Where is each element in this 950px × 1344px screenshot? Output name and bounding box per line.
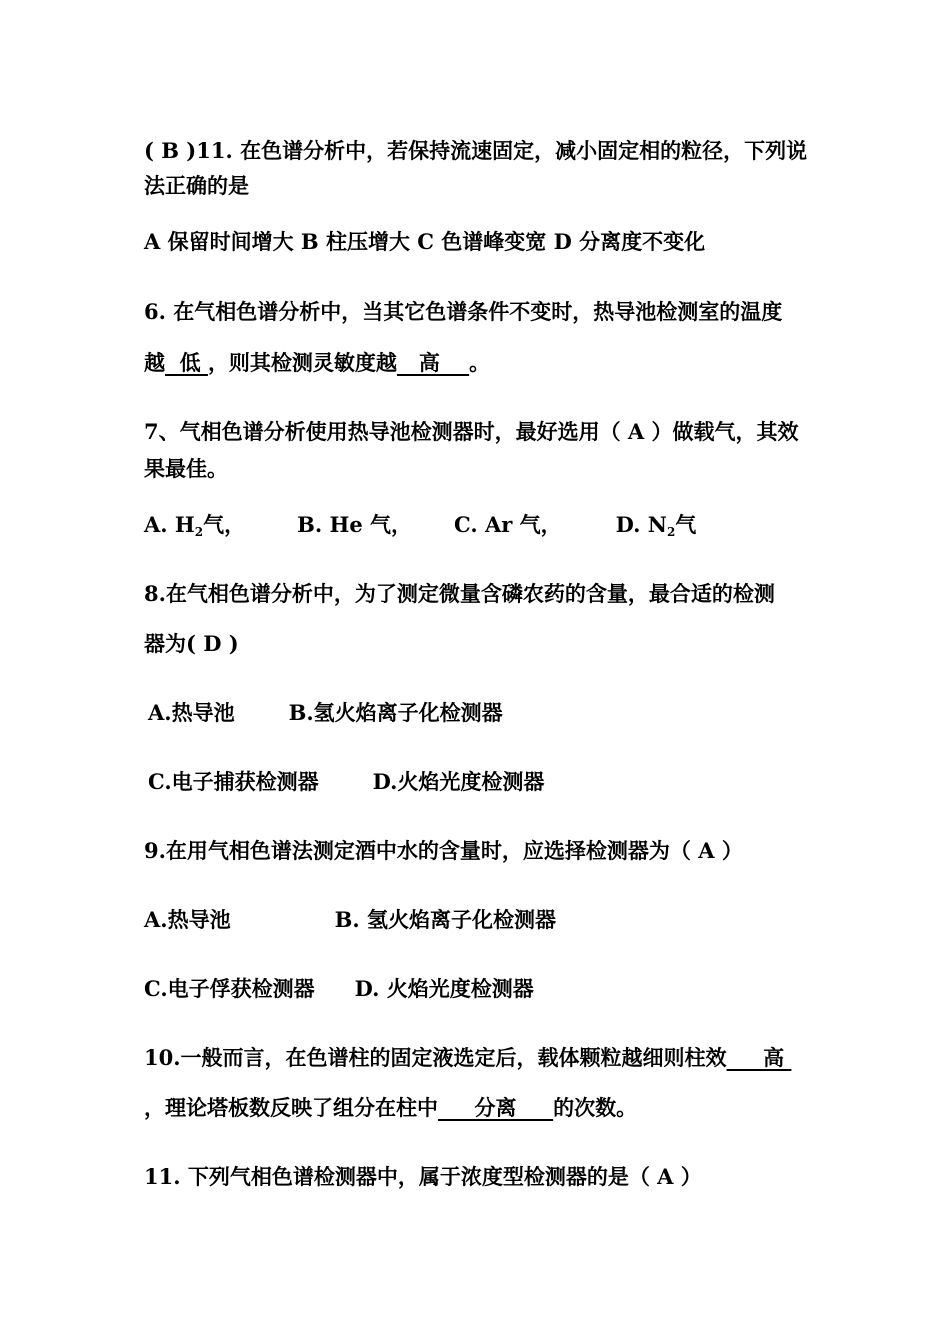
q11b-stem: 11. 下列气相色谱检测器中，属于浓度型检测器的是（ A ） <box>144 1164 702 1189</box>
q6-answer-blank-1: 低 <box>165 350 208 375</box>
q9-options-row2 <box>144 975 534 1003</box>
q10-line2-pre: ，理论塔板数反映了组分在柱中 <box>144 1095 438 1120</box>
q10-stem-line2 <box>144 1094 637 1122</box>
q7-option-a: A. $H_2$气， <box>144 512 246 539</box>
q10-answer-blank-1: 高 <box>726 1045 792 1070</box>
q8-option-a: A.热导池 <box>148 700 235 725</box>
q8-option-b: B.氢火焰离子化检测器 <box>288 700 503 725</box>
q8-options-row1 <box>148 699 503 727</box>
q10-answer-blank-2: 分离 <box>438 1095 554 1120</box>
q10-line2-post: 的次数。 <box>553 1095 638 1120</box>
q6-post: 。 <box>469 350 491 375</box>
q6-mid: ，则其检测灵敏度越 <box>207 350 397 375</box>
q9-option-c: C.电子俘获检测器 <box>144 976 315 1001</box>
q9-option-b: B. 氢火焰离子化检测器 <box>334 907 556 932</box>
q10-stem-line1 <box>144 1044 791 1072</box>
q7-stem-line2: 果最佳。 <box>144 456 228 481</box>
q9-options-row1 <box>144 906 556 934</box>
q9-option-a: A.热导池 <box>144 907 231 932</box>
q7-stem-line1: 7、气相色谱分析使用热导池检测器时，最好选用（ A ）做载气，其效 <box>144 419 799 444</box>
q8-option-c: C.电子捕获检测器 <box>148 769 319 794</box>
q11a-options: A 保留时间增大 B 柱压增大 C 色谱峰变宽 D 分离度不变化 <box>144 229 706 254</box>
q9-option-d: D. 火焰光度检测器 <box>354 976 534 1001</box>
q8-stem-line2: 器为( D ) <box>144 631 239 656</box>
q8-stem-line1: 8.在气相色谱分析中，为了测定微量含磷农药的含量，最合适的检测 <box>144 581 775 606</box>
q11a-stem-line2: 法正确的是 <box>144 173 249 198</box>
q6-answer-blank-2: 高 <box>396 350 470 375</box>
q7-option-d: D. $N_2$气 <box>615 512 697 539</box>
q7-option-c: C. Ar 气， <box>454 512 562 537</box>
q9-stem: 9.在用气相色谱法测定酒中水的含量时，应选择检测器为（ A ） <box>144 838 743 863</box>
q10-pre: 10.一般而言，在色谱柱的固定液选定后，载体颗粒越细则柱效 <box>144 1045 727 1070</box>
q6-stem-line1: 6. 在气相色谱分析中，当其它色谱条件不变时，热导池检测室的温度 <box>144 299 783 324</box>
q11a-stem-line1: ( B )11. 在色谱分析中，若保持流速固定，减小固定相的粒径，下列说 <box>144 138 808 163</box>
q8-option-d: D.火焰光度检测器 <box>372 769 545 794</box>
q6-pre: 越 <box>144 350 165 375</box>
q8-options-row2 <box>148 768 544 796</box>
q7-option-b: B. He 气， <box>297 512 413 537</box>
q6-stem-line2 <box>144 349 490 377</box>
q7-options <box>144 511 696 539</box>
